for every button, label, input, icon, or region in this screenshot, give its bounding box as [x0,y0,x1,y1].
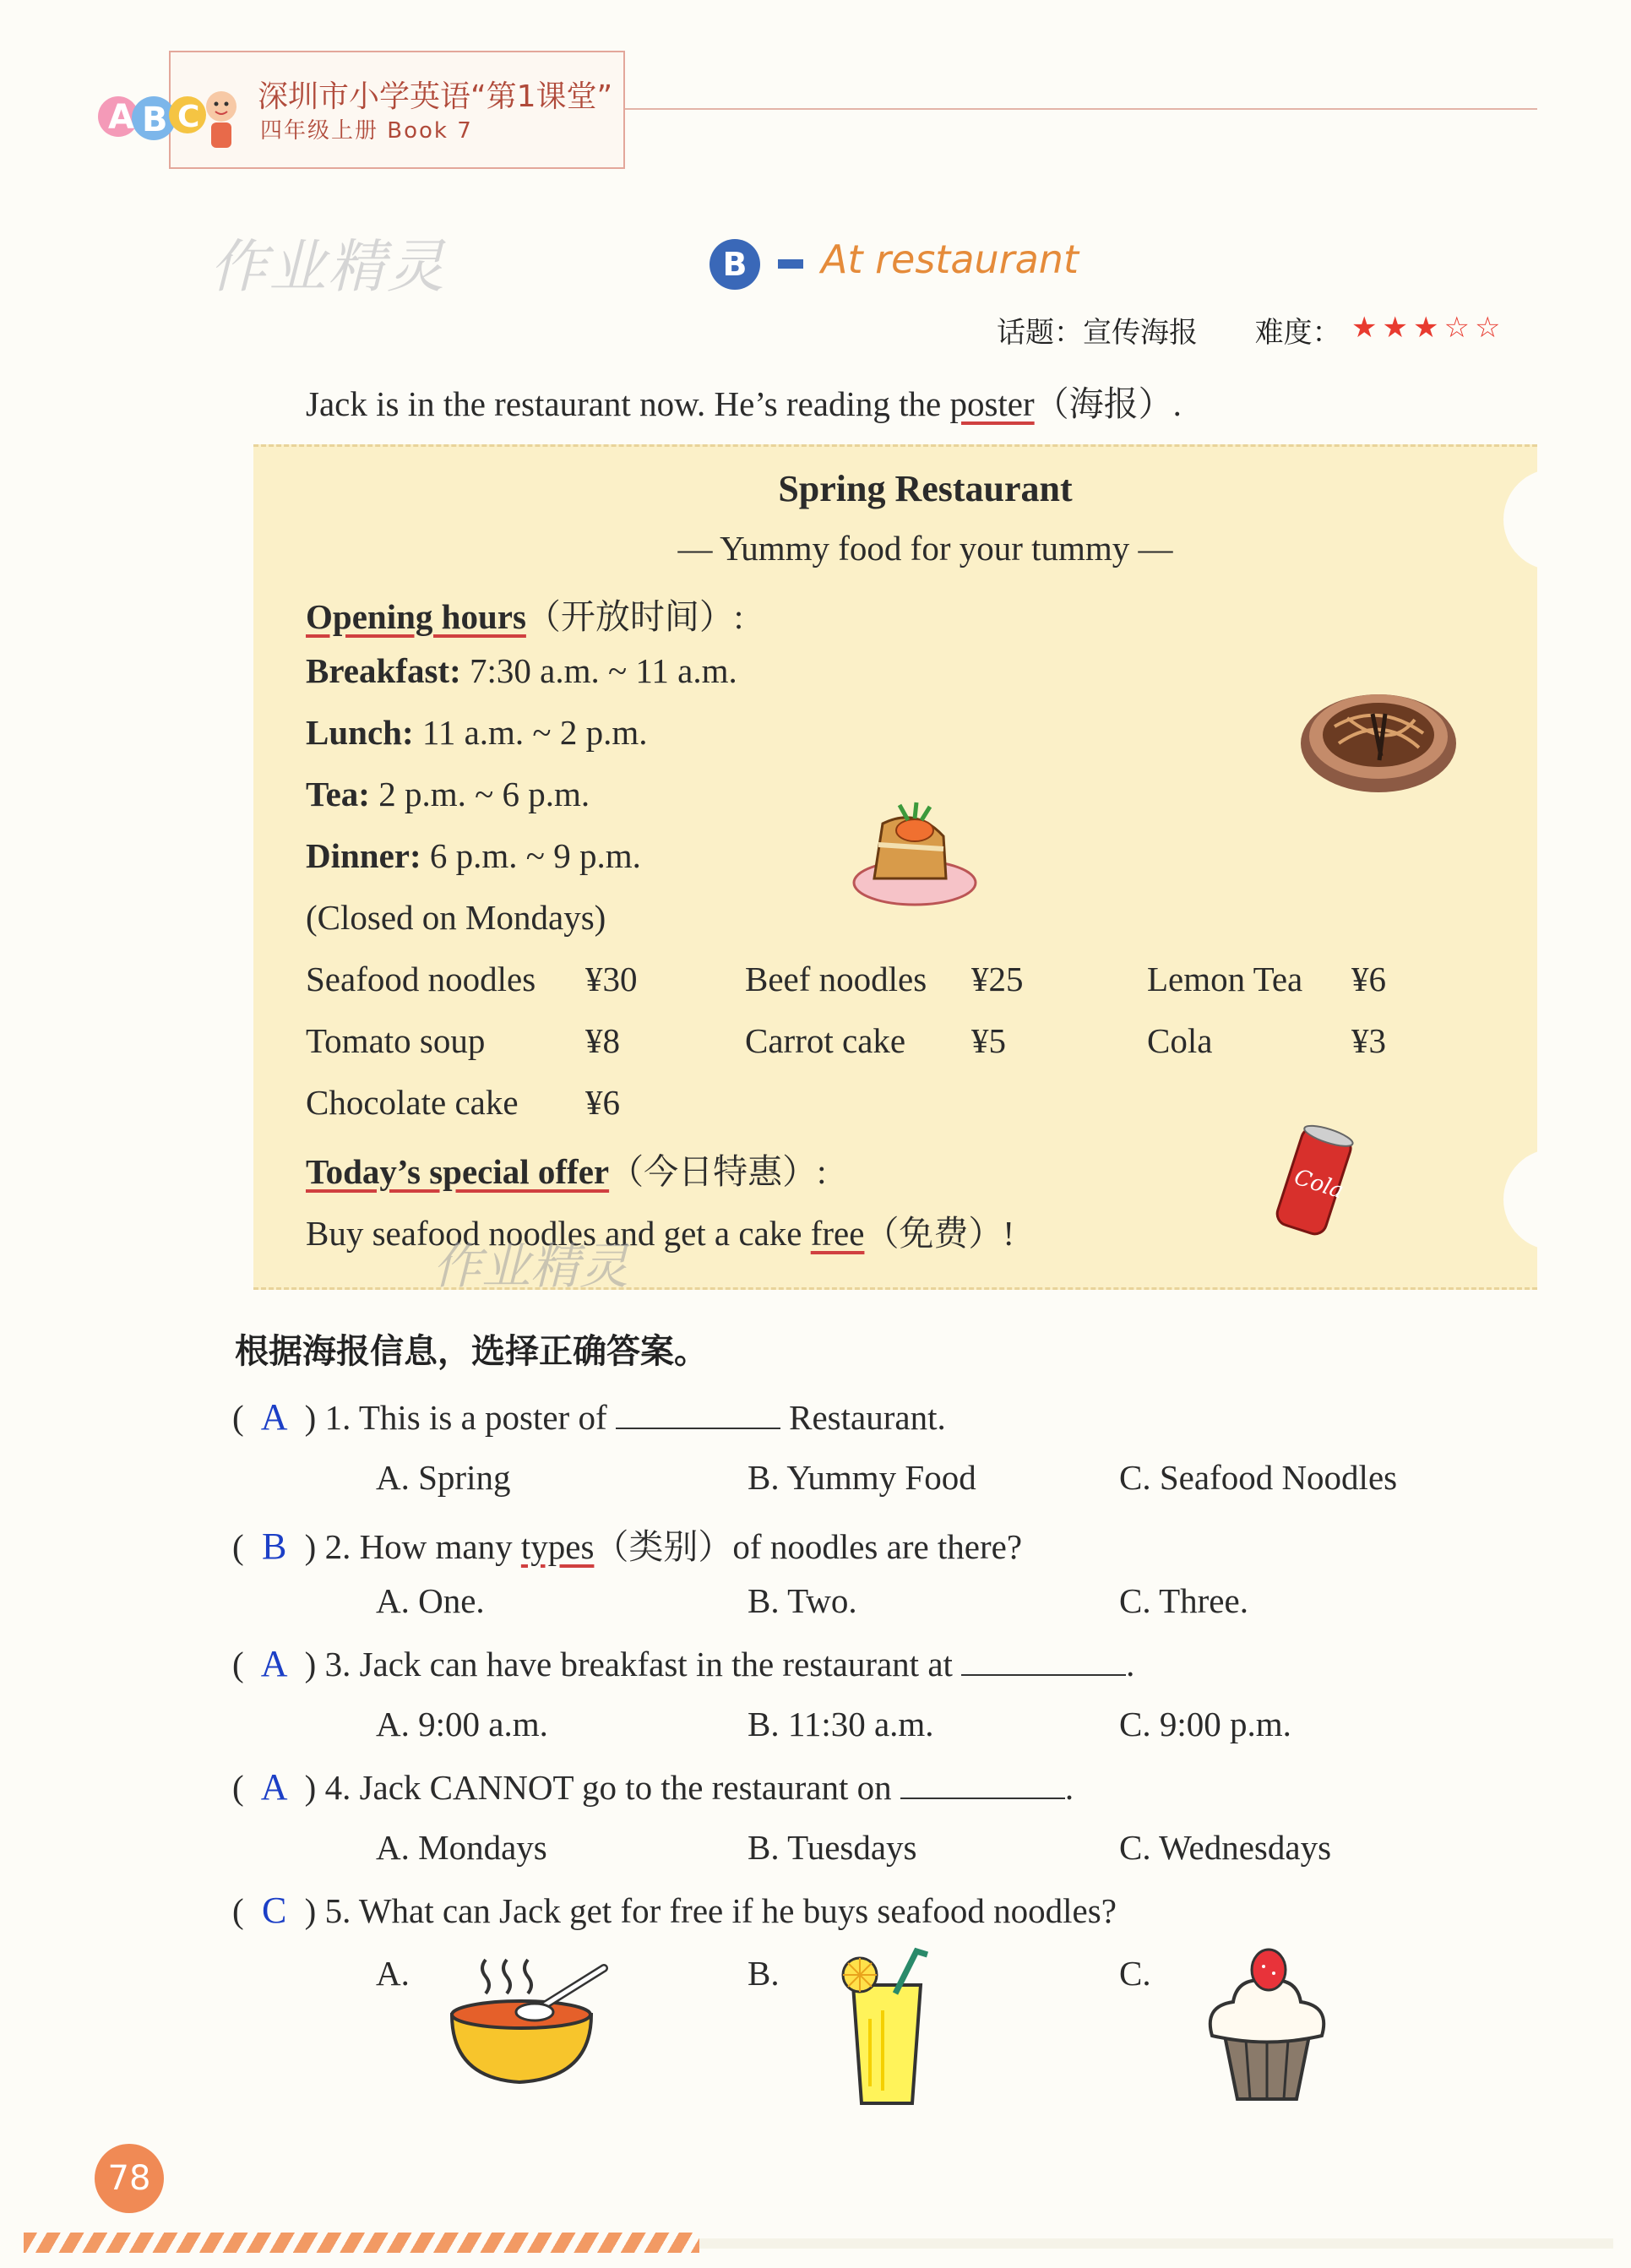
hours-row [306,712,648,753]
section-title: At restaurant [821,237,1079,282]
closed-note: (Closed on Mondays) [306,898,606,937]
series-title: 深圳市小学英语“第1课堂” [258,79,613,114]
soup-bowl-icon[interactable] [443,1943,617,2091]
option-a[interactable]: A. One. [376,1581,485,1620]
option-b[interactable]: B. [748,1954,780,1993]
question-5: ( C ) 5. What can Jack get for free if he buys seafood noodles? [232,1890,1117,1931]
instruction: 根据海报信息，选择正确答案。 [235,1332,708,1371]
intro-keyword: poster [949,384,1035,423]
meal-label: Tea: [306,775,370,813]
svg-text:B: B [142,101,168,139]
option-c[interactable]: C. Seafood Noodles [1119,1458,1398,1497]
offer-label: Today’s special offer [306,1152,610,1191]
answer-blank [961,1645,1126,1676]
intro-gloss: （海报）. [1034,384,1182,423]
header-rule [625,108,1537,110]
question-text: What can Jack get for free if he buys seafood noodles? [358,1891,1117,1930]
special-offer-heading [306,1144,827,1194]
poster-title: Spring Restaurant [778,468,1073,509]
question-number: 3. [324,1645,351,1683]
watermark: 作业精灵 [209,235,447,299]
answer-4[interactable]: A [260,1766,288,1808]
answer-3[interactable]: A [260,1643,288,1684]
difficulty-stars [1351,311,1505,345]
star-filled-icon: ★ [1382,313,1413,344]
hours-row [306,774,590,814]
question-3: ( A ) 3. Jack can have breakfast in the restaurant at . [232,1643,1135,1684]
carrot-cake-icon [849,798,984,908]
meal-time: 11 a.m. ~ 2 p.m. [413,713,648,752]
option-c[interactable]: C. 9:00 p.m. [1119,1705,1291,1743]
cola-can-icon [1267,1122,1360,1244]
section-dash [778,259,803,269]
offer-gloss2: （免费）! [864,1214,1015,1253]
offer-gloss: （今日特惠）: [609,1152,827,1191]
poster-notch [1503,1149,1605,1250]
hours-row [306,650,737,691]
star-filled-icon: ★ [1412,313,1444,344]
option-c[interactable]: C. [1119,1954,1151,1993]
question-number: 4. [324,1768,351,1807]
menu-price: ¥6 [585,1083,620,1122]
star-empty-icon: ☆ [1474,313,1506,344]
menu-price: ¥8 [585,1021,620,1060]
meal-time: 7:30 a.m. ~ 11 a.m. [460,651,737,690]
opening-label: Opening hours [306,597,526,636]
opening-hours-heading [306,589,743,639]
question-gloss: （类别） [594,1527,733,1566]
menu-item: Chocolate cake [306,1083,519,1122]
option-a[interactable]: A. [376,1954,410,1993]
meal-label: Lunch: [306,713,414,752]
question-keyword: types [520,1527,595,1566]
meal-time: 6 p.m. ~ 9 p.m. [421,836,641,875]
question-text: This is a poster of [358,1398,616,1437]
question-text: Jack CANNOT go to the restaurant on [359,1768,900,1807]
cupcake-icon[interactable] [1199,1943,1335,2103]
special-offer-text [306,1205,1014,1255]
meal-time: 2 p.m. ~ 6 p.m. [369,775,590,813]
footer-line [699,2238,1613,2249]
star-empty-icon: ☆ [1443,313,1475,344]
question-4: ( A ) 4. Jack CANNOT go to the restaurant on . [232,1766,1074,1808]
answer-1[interactable]: A [260,1396,288,1438]
menu-price: ¥6 [1351,960,1386,998]
answer-5[interactable]: C [261,1890,287,1931]
answer-blank [900,1769,1065,1799]
intro-text: Jack is in the restaurant now. He’s reading the [306,384,950,423]
offer-keyword: free [810,1214,865,1253]
question-1: ( A ) 1. This is a poster of Restaurant. [232,1396,946,1438]
svg-text:A: A [108,98,134,137]
option-c[interactable]: C. Three. [1119,1581,1248,1620]
question-text-after: . [1126,1645,1135,1683]
menu-price: ¥25 [971,960,1024,998]
poster-subtitle: — Yummy food for your tummy — [677,529,1173,568]
menu-price: ¥3 [1351,1021,1386,1060]
option-b[interactable]: B. 11:30 a.m. [748,1705,934,1743]
difficulty-label: 难度： [1254,316,1341,350]
question-number: 5. [324,1891,351,1930]
menu-item: Tomato soup [306,1021,486,1060]
question-text: Jack can have breakfast in the restaurant at [359,1645,962,1683]
topic-line [997,309,1341,351]
option-a[interactable]: A. 9:00 a.m. [376,1705,548,1743]
question-2: ( B ) 2. How many types（类别）of noodles are there? [232,1526,1023,1567]
menu-item: Lemon Tea [1147,960,1303,998]
menu-item: Cola [1147,1021,1213,1060]
topic-label: 话题：宣传海报 [997,316,1198,350]
question-text: How many [359,1527,521,1566]
option-b[interactable]: B. Two. [748,1581,857,1620]
footer-stripe [24,2233,699,2253]
question-text-after: . [1064,1768,1074,1807]
svg-text:C: C [177,100,200,134]
menu-price: ¥30 [585,960,638,998]
option-a[interactable]: A. Spring [376,1458,511,1497]
answer-2[interactable]: B [261,1526,287,1567]
option-b[interactable]: B. Tuesdays [748,1828,917,1867]
offer-text: Buy seafood noodles and get a cake [306,1214,811,1253]
abc-logo-icon [93,76,253,156]
option-c[interactable]: C. Wednesdays [1119,1828,1332,1867]
watermark: 作业精灵 [432,1239,629,1294]
page-number: 78 [95,2144,164,2213]
option-a[interactable]: A. Mondays [376,1828,547,1867]
meal-label: Breakfast: [306,651,461,690]
section-badge: B [709,239,760,290]
menu-item: Seafood noodles [306,960,536,998]
lemon-juice-icon[interactable] [836,1943,938,2112]
question-text-after: Restaurant. [780,1398,946,1437]
answer-blank [616,1399,780,1429]
noodles-plate-icon [1297,667,1461,802]
question-number: 1. [324,1398,351,1437]
option-b[interactable]: B. Yummy Food [748,1458,976,1497]
hours-row [306,835,641,876]
svg-text:Cola: Cola [1291,1164,1347,1205]
question-number: 2. [324,1527,351,1566]
question-text-after: of noodles are there? [732,1527,1023,1566]
opening-gloss: （开放时间）: [525,597,744,636]
menu-item: Carrot cake [745,1021,906,1060]
intro-sentence [306,376,1182,426]
meal-label: Dinner: [306,836,421,875]
star-filled-icon: ★ [1351,313,1383,344]
menu-price: ¥5 [971,1021,1006,1060]
book-line: 四年级上册 Book 7 [260,118,473,144]
menu-item: Beef noodles [745,960,927,998]
